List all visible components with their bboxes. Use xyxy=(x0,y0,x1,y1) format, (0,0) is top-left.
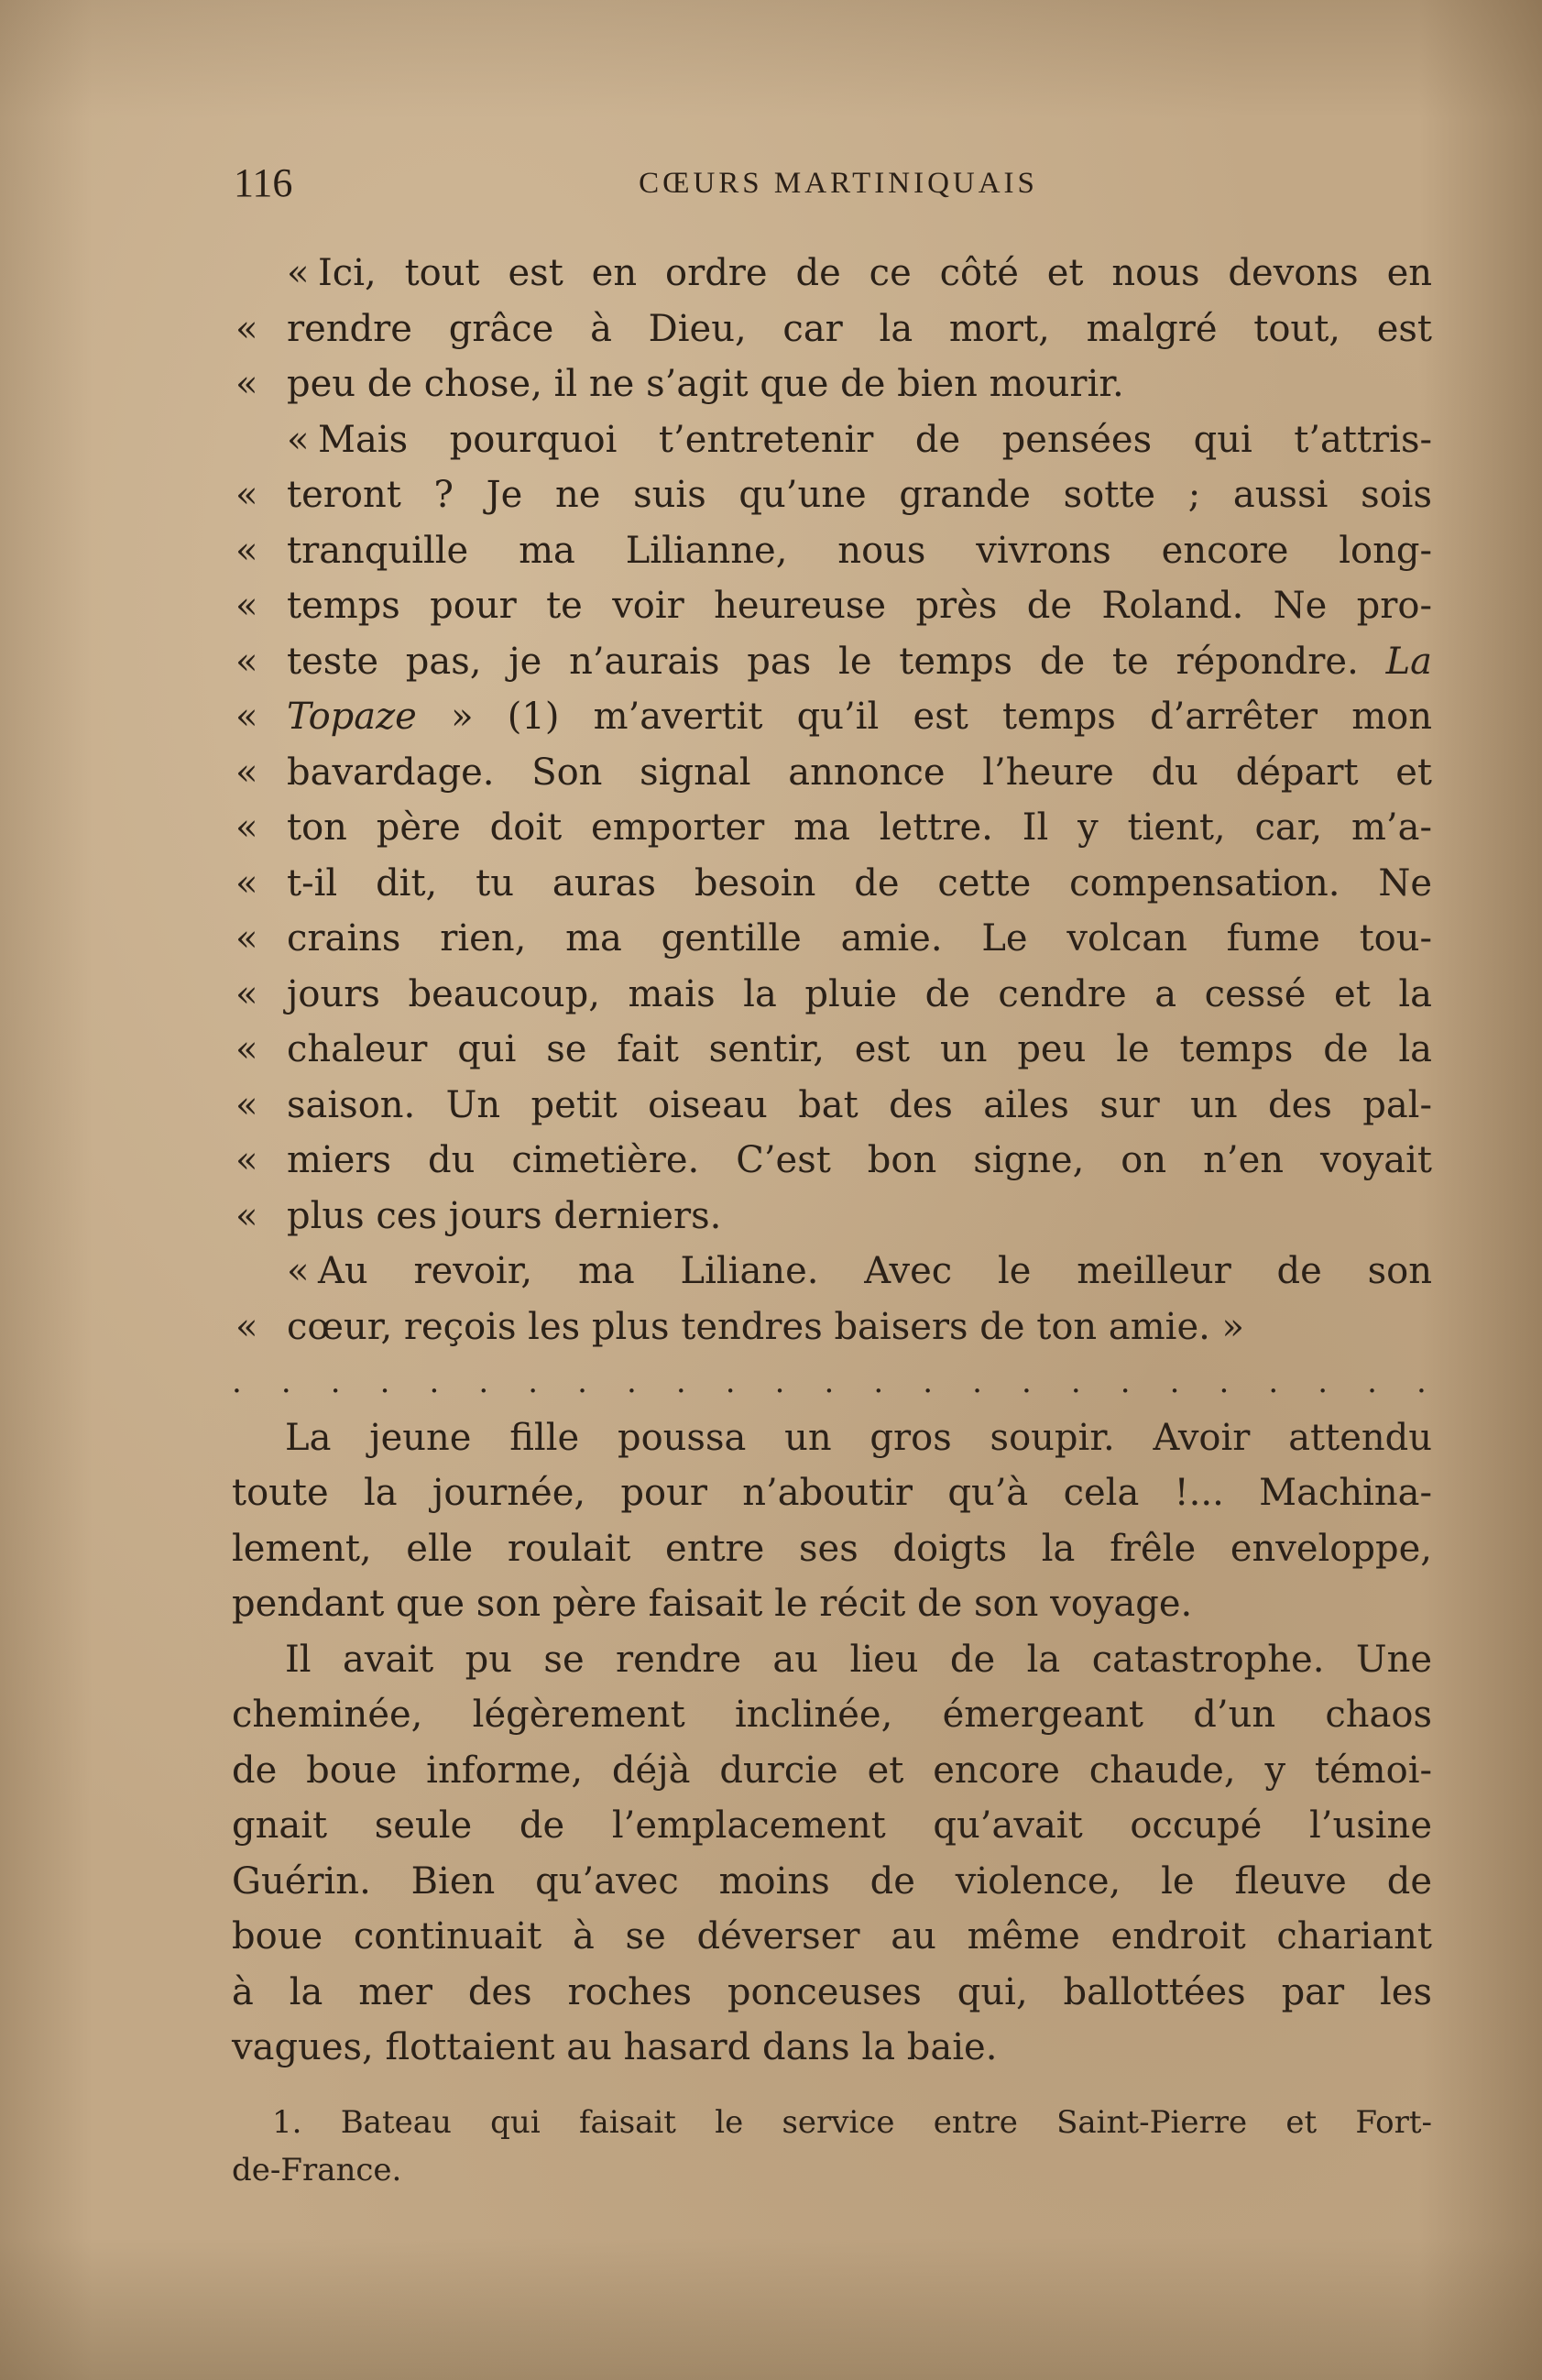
narrative-line: vagues, flottaient au hasard dans la baie. xyxy=(232,2026,998,2068)
page-number: 116 xyxy=(234,160,293,205)
narrative-line: Il avait pu se rendre au lieu de la catastrophe. Une xyxy=(285,1638,1432,1681)
letter-line: « plus ces jours derniers. xyxy=(235,1194,722,1237)
letter-line: « temps pour te voir heureuse près de Roland. Ne pro- xyxy=(235,585,1432,627)
ship-name-italic: La xyxy=(1385,640,1432,683)
letter-line: « chaleur qui se fait sentir, est un peu le temps de la xyxy=(235,1028,1432,1070)
letter-line: « miers du cimetière. C’est bon signe, on n’en voyait xyxy=(235,1139,1432,1181)
letter-line: « Au revoir, ma Liliane. Avec le meilleur de son xyxy=(287,1250,1432,1292)
letter-line: « jours beaucoup, mais la pluie de cendre a cessé et la xyxy=(235,972,1432,1015)
letter-line: « Ici, tout est en ordre de ce côté et nous devons en xyxy=(287,252,1432,294)
narrative-line: La jeune fille poussa un gros soupir. Avoir attendu xyxy=(285,1416,1432,1459)
narrative-line: boue continuait à se déverser au même endroit chariant xyxy=(232,1915,1432,1958)
narrative-line: gnait seule de l’emplacement qu’avait occupé l’usine xyxy=(232,1804,1432,1847)
footnote-line: de-France. xyxy=(232,2152,402,2188)
narrative-line: lement, elle roulait entre ses doigts la frêle enveloppe, xyxy=(232,1527,1432,1570)
letter-line: « ton père doit emporter ma lettre. Il y tient, car, m’a- xyxy=(235,806,1432,849)
footnote-line: 1. Bateau qui faisait le service entre Saint-Pierre et Fort- xyxy=(272,2104,1432,2141)
letter-line: « t-il dit, tu auras besoin de cette compensation. Ne xyxy=(235,861,1432,905)
letter-line: « teste pas, je n’aurais pas le temps de te répondre. La xyxy=(235,640,1432,683)
page-header xyxy=(234,156,1443,211)
dotted-separator: . . . . . . . . . . . . . . . . . . . . . . . . . xyxy=(232,1364,1427,1400)
narrative-line: pendant que son père faisait le récit de son voyage. xyxy=(232,1583,1193,1625)
letter-line: « tranquille ma Lilianne, nous vivrons encore long- xyxy=(235,529,1432,572)
narrative-line: toute la journée, pour n’aboutir qu’à cela !... Machina- xyxy=(232,1472,1432,1514)
letter-line: « crains rien, ma gentille amie. Le volcan fume tou- xyxy=(235,917,1432,960)
letter-line: « Mais pourquoi t’entretenir de pensées qui t’attris- xyxy=(287,418,1432,461)
letter-line: « rendre grâce à Dieu, car la mort, malgré tout, est xyxy=(235,307,1432,350)
page-body xyxy=(232,246,1432,2076)
letter-line: « cœur, reçois les plus tendres baisers de ton amie. » xyxy=(235,1305,1245,1348)
narrative-line: cheminée, légèrement inclinée, émergeant d’un chaos xyxy=(232,1694,1432,1736)
narrative-line: à la mer des roches ponceuses qui, ballottées par les xyxy=(232,1970,1432,2013)
letter-line: « teront ? Je ne suis qu’une grande sotte ; aussi sois xyxy=(235,474,1432,516)
letter-line: « Topaze » (1) m’avertit qu’il est temps d’arrêter mon xyxy=(235,696,1432,738)
letter-line: « saison. Un petit oiseau bat des ailes sur un des pal- xyxy=(235,1083,1432,1126)
narrative-line: de boue informe, déjà durcie et encore chaude, y témoi- xyxy=(232,1749,1432,1792)
ship-name-italic: Topaze xyxy=(287,696,417,738)
running-title: CŒURS MARTINIQUAIS xyxy=(639,167,1038,200)
letter-line: « bavardage. Son signal annonce l’heure du départ et xyxy=(235,751,1432,794)
letter-line: « peu de chose, il ne s’agit que de bien mourir. xyxy=(235,363,1124,405)
narrative-line: Guérin. Bien qu’avec moins de violence, le fleuve de xyxy=(232,1859,1432,1903)
footnote xyxy=(232,2099,1432,2194)
